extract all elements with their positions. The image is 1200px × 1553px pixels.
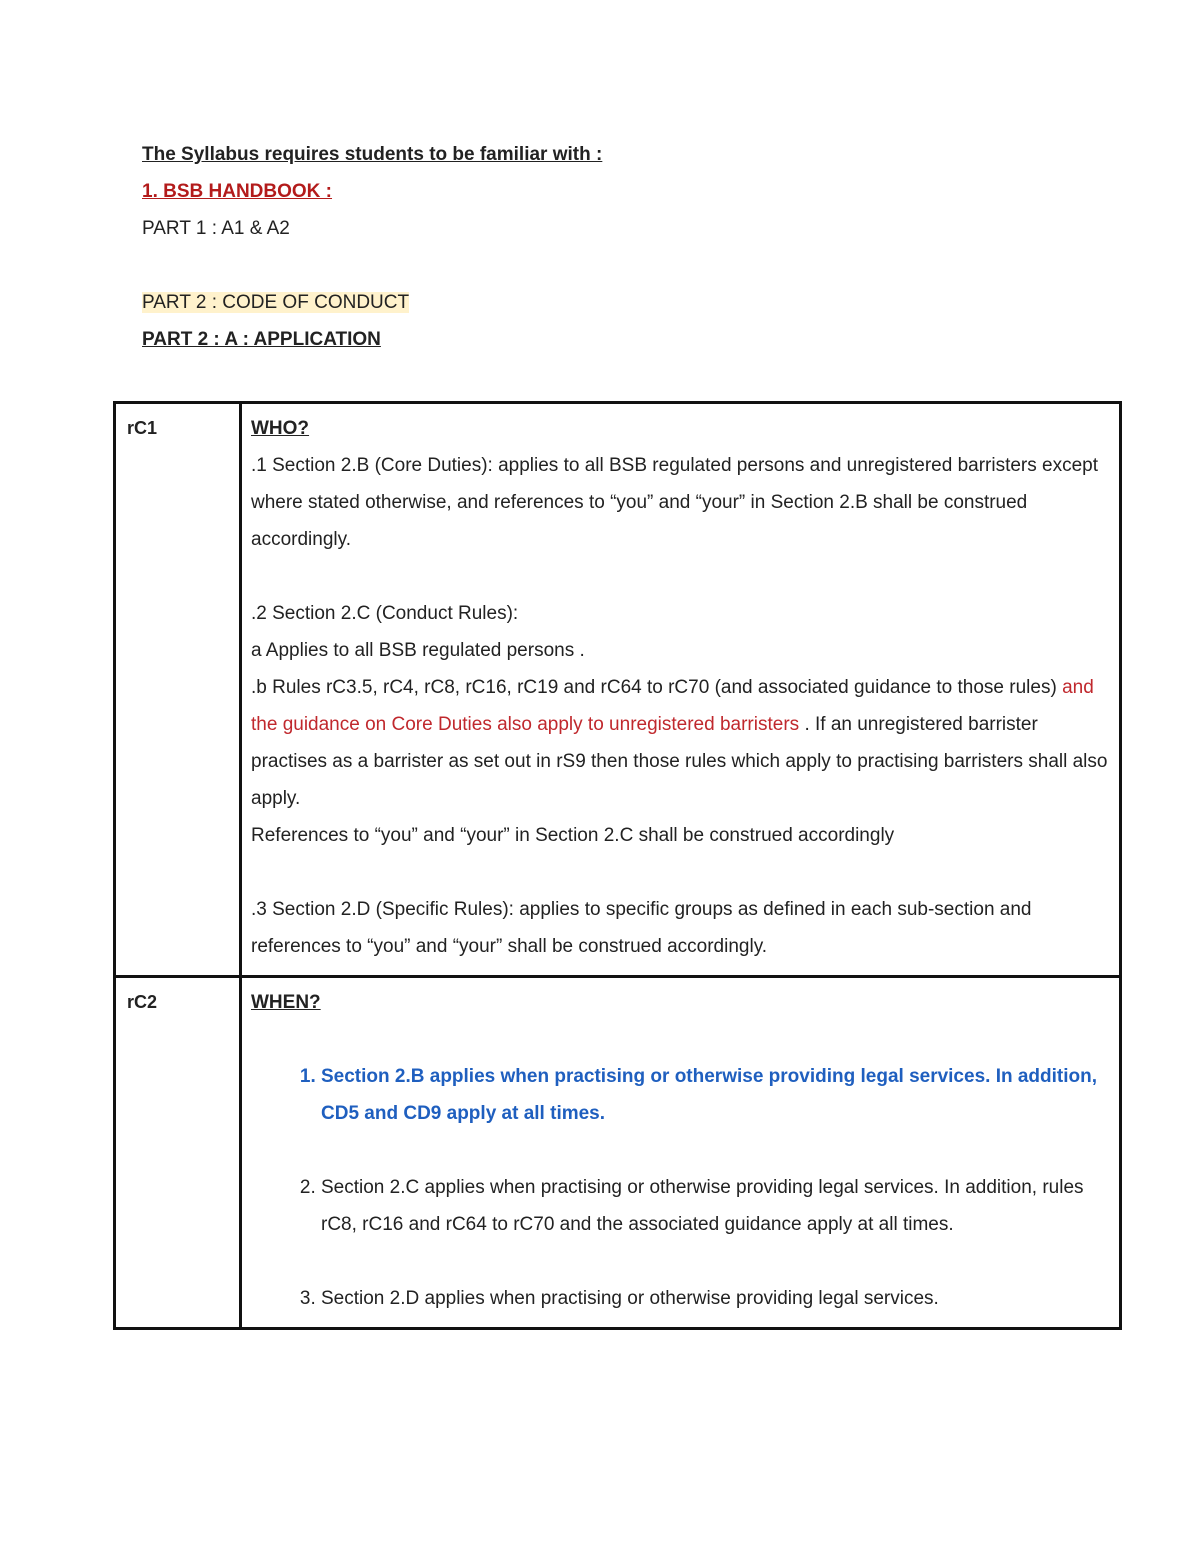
rule-id: rC1: [127, 418, 158, 438]
bsb-handbook-title: 1. BSB HANDBOOK :: [142, 181, 333, 202]
syllabus-heading: The Syllabus requires students to be familiar with :: [142, 144, 603, 165]
rule-content-cell: [241, 977, 1121, 1329]
spacer: [251, 854, 1111, 891]
section-2c-a: a Applies to all BSB regulated persons .: [251, 640, 585, 661]
list-item: 3. Section 2.D applies when practising or otherwise providing legal services.: [321, 1280, 1111, 1317]
part-2-line: [142, 291, 409, 315]
when-heading: WHEN?: [251, 992, 321, 1013]
list-item: 2. Section 2.C applies when practising or otherwise providing legal services. In addition, rules rC8, rC16 and rC64 to rC70 and the associated guidance apply at all times.: [321, 1169, 1111, 1243]
rule-id-cell: [115, 977, 241, 1329]
list-item: 1. Section 2.B applies when practising or otherwise providing legal services. In addition, CD5 and CD9 apply at all times.: [321, 1058, 1111, 1132]
rule-content-cell: [241, 403, 1121, 977]
section-2c-b-end: . If an unregistered barrister practises as a barrister as set out in rS9 then those rules which apply to practising barristers shall also apply.: [251, 714, 1108, 809]
table-row: [115, 977, 1121, 1329]
rule-id: rC2: [127, 992, 158, 1012]
section-2c-b-start: .b Rules rC3.5, rC4, rC8, rC16, rC19 and rC64 to rC70 (and associated guidance to those rules): [251, 677, 1057, 698]
who-heading: WHO?: [251, 418, 310, 439]
section-2c-b-emphasis: and the guidance on Core Duties also apply to unregistered barristers: [251, 677, 1094, 735]
section-2b-paragraph: .1 Section 2.B (Core Duties): applies to all BSB regulated persons and unregistered barristers except where stated otherwise, and references to “you” and “your” in Section 2.B shall be construed accordingly.: [251, 455, 1099, 550]
rules-table: [113, 401, 1122, 1330]
section-2c-title: .2 Section 2.C (Conduct Rules):: [251, 603, 519, 624]
table-row: [115, 403, 1121, 977]
part-2-highlight: PART 2 : CODE OF CONDUCT: [142, 292, 410, 313]
part-1-line: PART 1 : A1 & A2: [142, 218, 290, 239]
when-list: [251, 1058, 1111, 1317]
spacer: [251, 1021, 1111, 1058]
rule-id-cell: [115, 403, 241, 977]
section-2c-b: [251, 669, 1111, 817]
section-2d-paragraph: .3 Section 2.D (Specific Rules): applies to specific groups as defined in each sub-section and references to “you” and “your” shall be construed accordingly.: [251, 899, 1032, 957]
part-2a-heading: PART 2 : A : APPLICATION: [142, 329, 381, 350]
section-2c-references: References to “you” and “your” in Section 2.C shall be construed accordingly: [251, 825, 895, 846]
spacer: [251, 558, 1111, 595]
